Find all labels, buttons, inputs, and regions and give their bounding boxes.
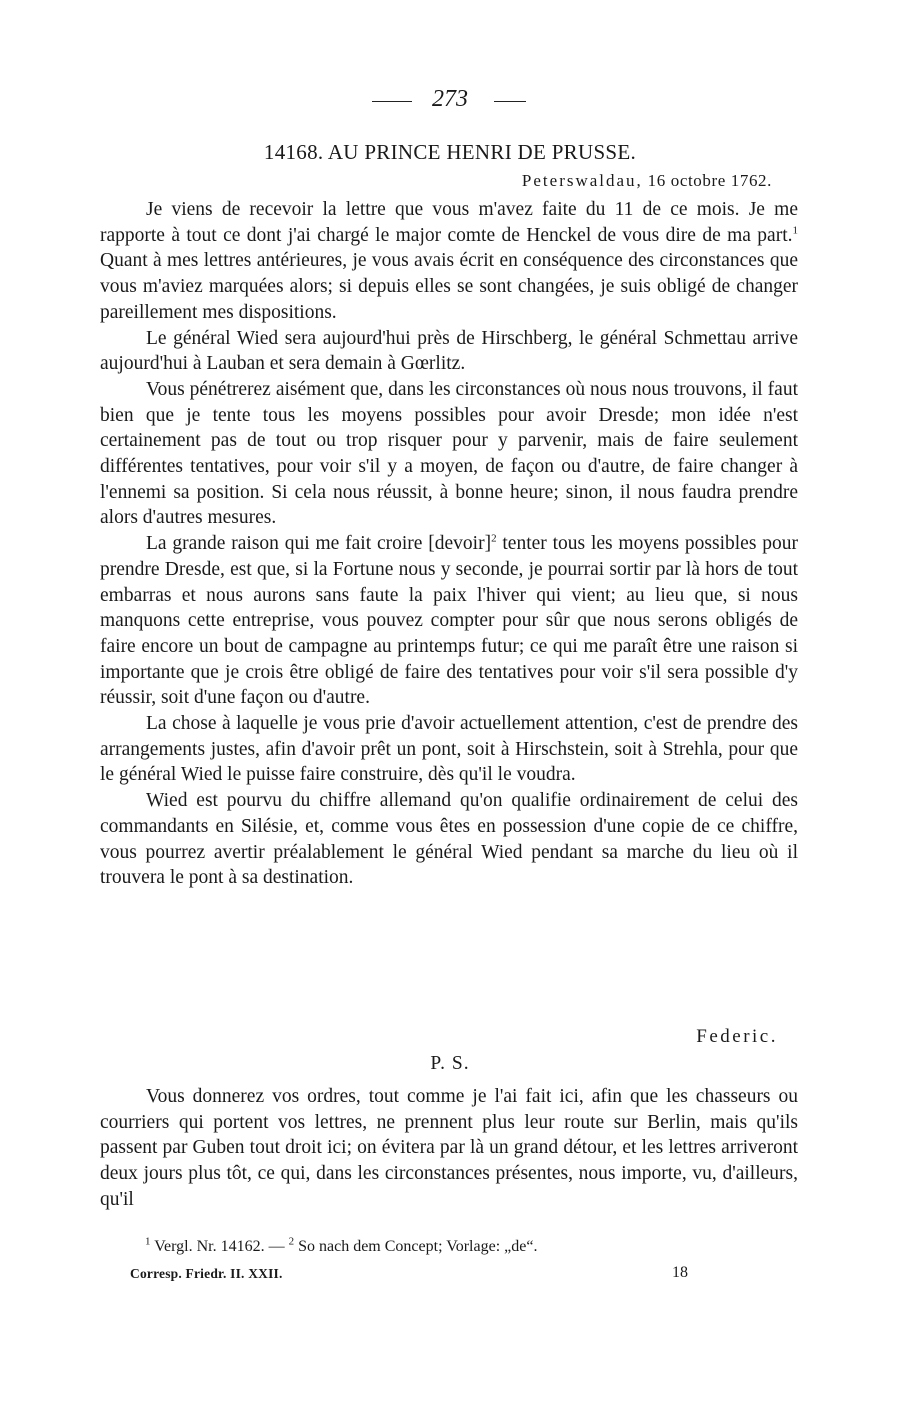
page-number: 273 [432,86,468,112]
header-rule-right [494,101,526,102]
dateline-place: Peterswaldau, [521,171,643,190]
source-signature: Corresp. Friedr. II. XXII. [130,1266,283,1281]
paragraph-1-text-b: Quant à mes lettres antérieures, je vous avais écrit en conséquence des circonstances que vous m'aviez marquées alors; si depuis elles se sont changées, je suis obligé de changer pareillement mes dispositions. [100,250,798,323]
sheet-number: 18 [672,1264,688,1281]
dateline [522,171,772,191]
paragraph-1 [100,197,798,326]
footnote-1-mark: 1 [145,1235,151,1248]
paragraph-1-text-a: Je viens de recevoir la lettre que vous m'avez faite du 11 de ce mois. Je me rapporte à tout ce dont j'ai chargé le major comte de Henckel de vous dire de ma part. [100,199,798,246]
footnote-2-mark: 2 [288,1235,295,1248]
postscript-paragraph: Vous donnerez vos ordres, tout comme je l'ai fait ici, afin que les chasseurs ou courriers qui portent vos lettres, ne prennent plus leur route sur Berlin, mais qu'ils passent par Guben tout droit ici; on évitera par là un grand détour, et les lettres arriveront deux jours plus tôt, ce qui, dans les circonstances présentes, nous importe, vu, d'ailleurs, qu'il [100,1086,798,1210]
footnote-2-text: So nach dem Concept; Vorlage: „de“. [298,1238,538,1255]
footnote-1-text: Vergl. Nr. 14162. — [154,1238,285,1255]
letter-body [100,197,798,891]
paragraph-5: La chose à laquelle je vous prie d'avoir actuellement attention, c'est de prendre des arrangements justes, afin d'avoir prêt un pont, soit à Hirschstein, soit à Strehla, pour que le général Wied le puisse faire construire, dès qu'il le voudra. [100,713,798,786]
letter-title: 14168. AU PRINCE HENRI DE PRUSSE. [263,140,637,164]
paragraph-2: Le général Wied sera aujourd'hui près de Hirschberg, le général Schmettau arrive aujourd'hui à Lauban et sera demain à Gœrlitz. [100,327,798,375]
paragraph-6: Wied est pourvu du chiffre allemand qu'on qualifie ordinairement de celui des commandants en Silésie, et, comme vous êtes en possession d'une copie de ce chiffre, vous pourrez avertir préalablement le général Wied pendant sa marche du lieu où il trouvera le pont à sa destination. [100,790,798,889]
dateline-date: 16 octobre 1762. [647,171,772,190]
paragraph-3: Vous pénétrerez aisément que, dans les circonstances où nous nous trouvons, il faut bien que je tente tous les moyens possibles pour avoir Dresde; mon idée n'est certainement pas de tout ou trop risquer pour y parvenir, mais de faire seulement différentes tentatives, pour voir s'il y a moyen, de façon ou d'autre, de faire changer à l'ennemi sa position. Si cela nous réussit, à bonne heure; sinon, il nous faudra prendre alors d'autres mesures. [100,378,798,529]
postscript-heading: P. S. [430,1053,470,1074]
paragraph-4 [100,531,798,711]
paragraph-4-text-a: La grande raison qui me fait croire [devoir] [146,533,492,555]
paragraph-4-text-b: tenter tous les moyens possibles pour prendre Dresde, est que, si la Fortune nous y seconde, je pourrai sortir par là hors de tout embarras et nous aurons sans faute la paix l'hiver qui vient; au lieu que, si nous manquons cette entreprise, vous pouvez compter pour sûr que nous serons obligés de faire encore un bout de campagne au printemps futur; ce qui me paraît être une raison si importante que je crois être obligé de faire des tentatives pour voir s'il sera possible d'y réussir, soit d'une façon ou d'autre. [100,533,798,709]
signature: Federic. [696,1026,778,1047]
footnote-ref-2: 2 [491,532,497,545]
postscript-body [100,1084,798,1213]
footnotes [145,1235,538,1256]
footnote-ref-1: 1 [792,224,798,237]
